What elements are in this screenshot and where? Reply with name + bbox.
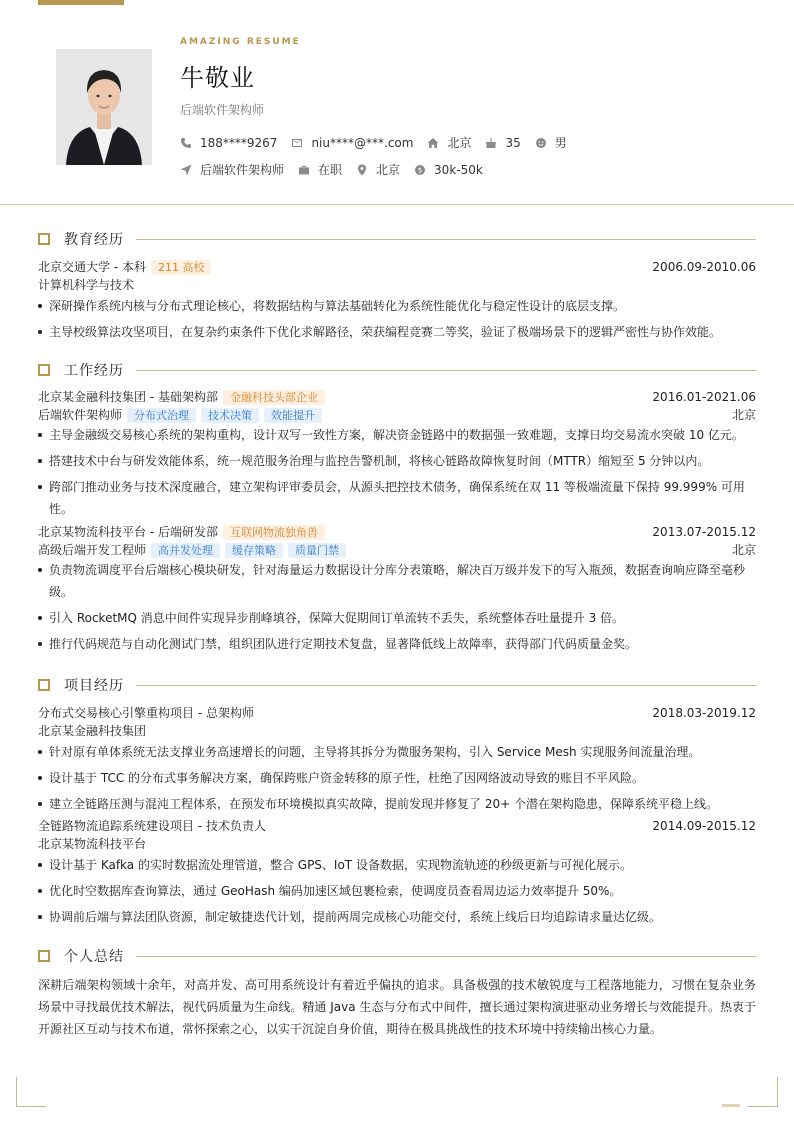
profile-photo: [56, 49, 152, 165]
section-title: 工作经历: [64, 363, 124, 379]
salary-text: 30k-50k: [434, 162, 483, 177]
list-item: 设计基于 Kafka 的实时数据流处理管道，整合 GPS、IoT 设备数据，实现物流轨迹的秒级更新与可视化展示。: [38, 854, 756, 876]
job-entry: [38, 523, 756, 655]
phone-icon: [180, 137, 192, 149]
education-date: 2006.09-2010.06: [652, 260, 756, 274]
skill-tag: 技术决策: [201, 408, 259, 423]
corner-decoration: [748, 1077, 778, 1107]
skill-tag: 高并发处理: [151, 543, 220, 558]
skill-tag: 质量门禁: [288, 543, 346, 558]
section-marker-icon: [38, 950, 50, 962]
project-name: 分布式交易核心引擎重构项目 - 总架构师: [38, 706, 254, 720]
corner-accent-bar: [722, 1104, 740, 1107]
candidate-title: 后端软件架构师: [180, 103, 265, 117]
list-item: 建立全链路压测与混沌工程体系，在预发布环境模拟真实故障，提前发现并修复了 20+ 个潜在架构隐患，保障系统平稳上线。: [38, 793, 756, 815]
section-divider: [136, 685, 756, 686]
section-divider: [136, 370, 756, 371]
email-text: niu****@***.com: [311, 135, 414, 150]
svg-text:$: $: [417, 165, 423, 174]
list-item: 主导校级算法攻坚项目，在复杂约束条件下优化求解路径，荣获编程竞赛二等奖，验证了极端场景下的逻辑严密性与协作效能。: [38, 321, 756, 343]
job-intent-row: [180, 161, 497, 178]
gender-icon: [535, 137, 547, 149]
project-org: 北京某金融科技集团: [38, 724, 147, 738]
list-item: 负责物流调度平台后端核心模块研发，针对海量运力数据设计分库分表策略，解决百万级并发下的写入瓶颈，数据查询响应降至毫秒级。: [38, 559, 756, 603]
project-name: 全链路物流追踪系统建设项目 - 技术负责人: [38, 819, 266, 833]
cake-icon: [485, 137, 497, 149]
gender-info: [535, 134, 567, 151]
age-info: [485, 136, 520, 150]
job-date: 2016.01-2021.06: [652, 390, 756, 404]
skill-tag: 分布式治理: [127, 408, 196, 423]
education-entry: [38, 258, 756, 343]
intended-position-text: 后端软件架构师: [200, 163, 285, 177]
list-item: 搭建技术中台与研发效能体系，统一规范服务治理与监控告警机制，将核心链路故障恢复时间（MTTR）缩短至 5 分钟以内。: [38, 450, 756, 472]
section-marker-icon: [38, 233, 50, 245]
job-role: 高级后端开发工程师: [38, 543, 147, 557]
contact-info-row: [180, 134, 581, 151]
section-header: [38, 360, 756, 380]
list-item: 引入 RocketMQ 消息中间件实现异步削峰填谷，保障大促期间订单流转不丢失，系统整体吞吐量提升 3 倍。: [38, 607, 756, 629]
intended-city-text: 北京: [376, 163, 401, 177]
list-item: 协调前后端与算法团队资源，制定敏捷迭代计划，提前两周完成核心功能交付，系统上线后日均追踪请求量达亿级。: [38, 906, 756, 928]
company-name: 北京某物流科技平台 - 后端研发部: [38, 525, 218, 539]
section-marker-icon: [38, 364, 50, 376]
city-text: 北京: [447, 136, 472, 150]
job-city: 北京: [731, 543, 756, 557]
section-title: 个人总结: [64, 949, 124, 965]
school-name: 北京交通大学 - 本科: [38, 260, 146, 274]
list-item: 主导金融级交易核心系统的架构重构，设计双写一致性方案，解决资金链路中的数据强一致难题，支撑日均交易流水突破 10 亿元。: [38, 424, 756, 446]
company-name: 北京某金融科技集团 - 基础架构部: [38, 390, 218, 404]
mail-icon: [291, 137, 303, 149]
project-org: 北京某物流科技平台: [38, 837, 147, 851]
summary-text: 深耕后端架构领域十余年，对高并发、高可用系统设计有着近乎偏执的追求。具备极强的技术敏锐度与工程落地能力，习惯在复杂业务场景中寻找最优技术解法，视代码质量为生命线。精通 Java 生态与分布式中间件，擅长通过架构演进驱动业务增长与效能提升。热衷于开源社区互动与技术布道，常怀探索之心，以实干沉淀自身价值，期待在极具挑战性的技术环境中持续输出核心力量。: [38, 978, 756, 1036]
job-city: 北京: [731, 408, 756, 422]
list-item: 推行代码规范与自动化测试门禁，组织团队进行定期技术复盘，显著降低线上故障率，获得部门代码质量金奖。: [38, 633, 756, 655]
section-title: 教育经历: [64, 232, 124, 248]
projects-section: [38, 675, 756, 932]
list-item: 深研操作系统内核与分布式理论核心，将数据结构与算法基础转化为系统性能优化与稳定性设计的底层支撑。: [38, 295, 756, 317]
project-date: 2018.03-2019.12: [652, 706, 756, 720]
intended-city-info: [356, 161, 400, 178]
project-entry: [38, 704, 756, 815]
list-item: 针对原有单体系统无法支撑业务高速增长的问题，主导将其拆分为微服务架构，引入 Service Mesh 实现服务间流量治理。: [38, 741, 756, 763]
city-info: [427, 134, 471, 151]
resume-tagline: AMAZING RESUME: [180, 37, 301, 47]
school-tag: 211 高校: [151, 260, 212, 275]
major: 计算机科学与技术: [38, 278, 135, 292]
job-date: 2013.07-2015.12: [652, 525, 756, 539]
job-role: 后端软件架构师: [38, 408, 123, 422]
job-entry: [38, 388, 756, 520]
home-icon: [427, 137, 439, 149]
section-header: [38, 675, 756, 695]
section-header: [38, 946, 756, 966]
section-title: 项目经历: [64, 678, 124, 694]
age-text: 35: [505, 135, 521, 150]
list-item: 跨部门推动业务与技术深度融合，建立架构评审委员会，从源头把控技术债务，确保系统在双 11 等极端流量下保持 99.999% 可用性。: [38, 476, 756, 520]
phone-text: 188****9267: [200, 135, 278, 150]
intended-position-info: [180, 161, 284, 178]
project-entry: [38, 817, 756, 928]
corner-decoration: [16, 1077, 46, 1107]
employment-status-text: 在职: [318, 163, 343, 177]
list-item: 设计基于 TCC 的分布式事务解决方案，确保跨账户资金转移的原子性，杜绝了因网络波动导致的账目不平风险。: [38, 767, 756, 789]
resume-header: [0, 0, 794, 205]
company-tag: 互联网物流独角兽: [223, 525, 325, 540]
work-section: [38, 360, 756, 659]
candidate-name: 牛敬业: [180, 64, 255, 92]
email-info: [291, 136, 413, 150]
phone-info: [180, 136, 277, 150]
skill-tag: 效能提升: [264, 408, 322, 423]
skill-tag: 缓存策略: [225, 543, 283, 558]
employment-status-info: [298, 161, 342, 178]
briefcase-icon: [298, 164, 310, 176]
salary-icon: [414, 164, 426, 176]
send-icon: [180, 164, 192, 176]
summary-section: [38, 946, 756, 1040]
section-marker-icon: [38, 679, 50, 691]
section-divider: [136, 239, 756, 240]
section-divider: [136, 956, 756, 957]
project-date: 2014.09-2015.12: [652, 819, 756, 833]
salary-info: [414, 163, 483, 177]
education-section: [38, 229, 756, 347]
company-tag: 金融科技头部企业: [223, 390, 325, 405]
list-item: 优化时空数据库查询算法，通过 GeoHash 编码加速区域包裹检索，使调度员查看周边运力效率提升 50%。: [38, 880, 756, 902]
gender-text: 男: [554, 136, 567, 150]
section-header: [38, 229, 756, 249]
location-icon: [356, 164, 368, 176]
